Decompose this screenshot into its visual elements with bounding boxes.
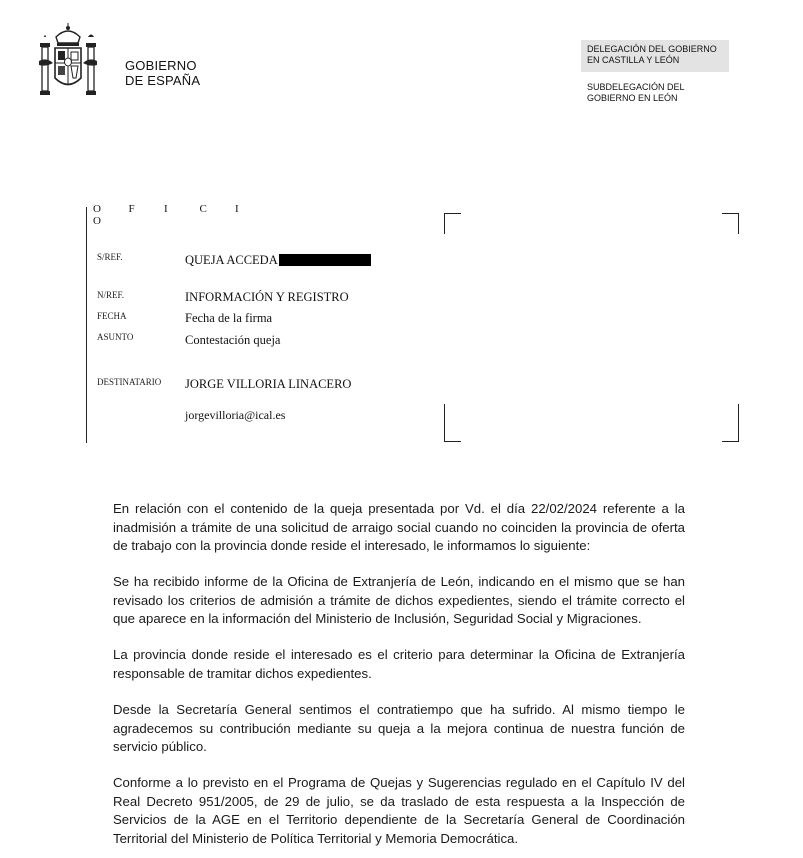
delegation-line-2: EN CASTILLA Y LEÓN — [587, 55, 680, 65]
subdelegation-title — [587, 82, 685, 104]
government-line-1: GOBIERNO — [125, 58, 197, 73]
oficio-heading — [93, 203, 293, 227]
oficio-letter: C — [199, 203, 207, 215]
redaction-block — [279, 254, 371, 266]
fecha-label: FECHA — [97, 311, 127, 321]
sref-label: S/REF. — [97, 252, 123, 262]
address-corner-bottom-right — [722, 404, 739, 442]
nref-value: INFORMACIÓN Y REGISTRO — [185, 290, 349, 304]
coat-of-arms-logo — [38, 23, 98, 103]
destinatario-name: JORGE VILLORIA LINACERO — [185, 377, 352, 391]
delegation-line-1: DELEGACIÓN DEL GOBIERNO — [587, 44, 717, 54]
fecha-value: Fecha de la firma — [185, 311, 273, 325]
address-corner-bottom-left — [444, 404, 461, 442]
government-title — [125, 58, 200, 88]
sref-value — [185, 253, 371, 268]
subdelegation-line-2: GOBIERNO EN LEÓN — [587, 93, 678, 103]
body-paragraph-1: En relación con el contenido de la queja presentada por Vd. el día 22/02/2024 referente a la inadmisión a trámite de una solicitud de arraigo social cuando no coinciden la provincia de oferta de trabajo con la provincia donde reside el interesado, le informamos lo siguiente: — [113, 501, 685, 553]
address-corner-top-right — [722, 213, 739, 234]
asunto-value: Contestación queja — [185, 333, 281, 347]
destinatario-email: jorgevilloria@ical.es — [185, 408, 286, 422]
destinatario-label: DESTINATARIO — [97, 377, 162, 387]
oficio-letter: I — [164, 203, 168, 215]
body-paragraph-5: Conforme a lo previsto en el Programa de Quejas y Sugerencias regulado en el Capítulo IV del Real Decreto 951/2005, de 29 de julio, se da traslado de esta respuesta a la Inspección de Servicios de la AGE en el Territorio dependiente de la Secretaría General de Coordinación Territorial del Ministerio de Política Territorial y Memoria Democrática. — [113, 775, 685, 846]
address-corner-top-left — [444, 213, 461, 234]
government-line-2: DE ESPAÑA — [125, 73, 201, 88]
oficio-left-rule — [86, 207, 87, 443]
body-paragraph-3: La provincia donde reside el interesado es el criterio para determinar la Oficina de Extranjería responsable de tramitar dichos expedientes. — [113, 647, 685, 681]
oficio-letter: I — [235, 203, 239, 215]
body-paragraph-2: Se ha recibido informe de la Oficina de Extranjería de León, indicando en el mismo que se han revisado los criterios de admisión a trámite de dichos expedientes, siendo el trámite correcto el que aparece en la información del Ministerio de Inclusión, Seguridad Social y Migraciones. — [113, 574, 685, 626]
sref-text: QUEJA ACCEDA — [185, 253, 278, 267]
body-paragraph-4: Desde la Secretaría General sentimos el contratiempo que ha sufrido. Al mismo tiempo le agradecemos su contribución mediante su queja a la mejora continua de nuestra función de servicio público. — [113, 702, 685, 754]
nref-label: N/REF. — [97, 290, 125, 300]
delegation-box — [581, 40, 729, 72]
oficio-letter: O — [93, 215, 101, 227]
asunto-label: ASUNTO — [97, 332, 134, 342]
subdelegation-line-1: SUBDELEGACIÓN DEL — [587, 82, 685, 92]
oficio-letter: F — [128, 203, 135, 215]
oficio-letter: O — [93, 203, 101, 215]
